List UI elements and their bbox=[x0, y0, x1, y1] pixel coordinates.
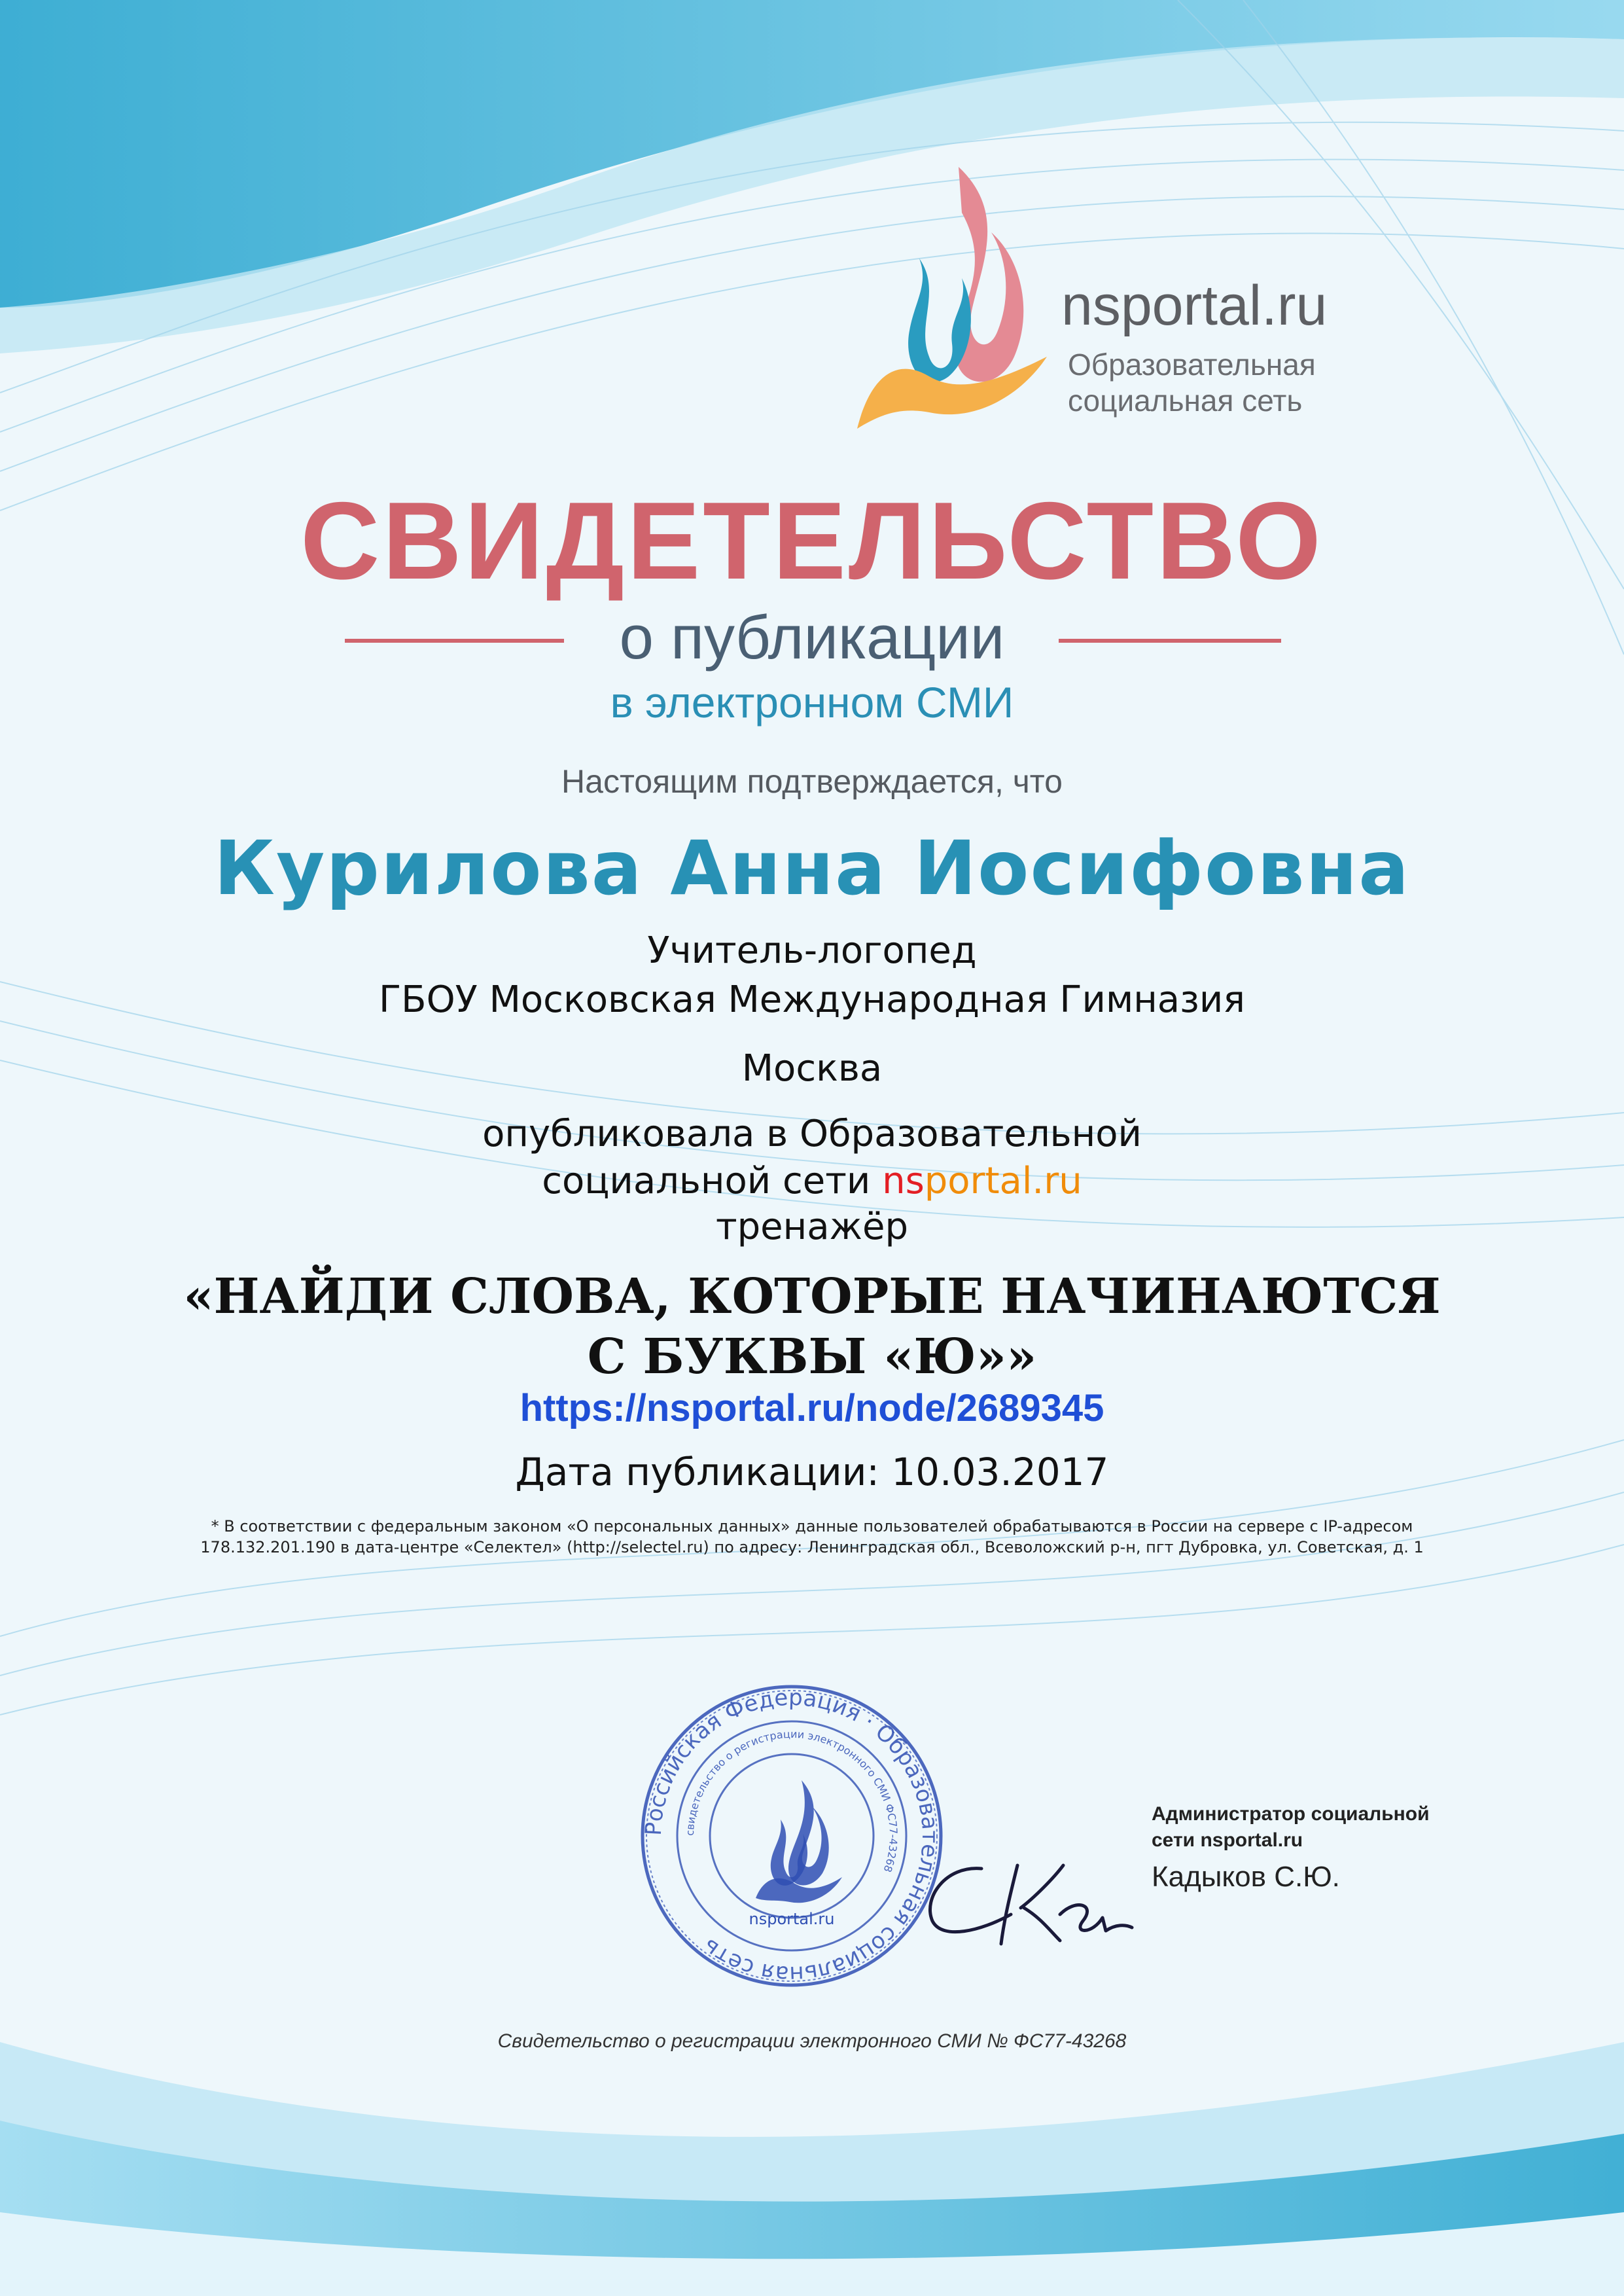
registration-note: Свидетельство о регистрации электронного СМИ № ФС77-43268 bbox=[497, 2030, 1127, 2052]
published-prefix: социальной сети bbox=[542, 1160, 871, 1202]
work-link[interactable]: https://nsportal.ru/node/2689345 bbox=[520, 1387, 1104, 1429]
footnote: 178.132.201.190 в дата-центре «Селектел» (http://selectel.ru) по адресу: Ленинградская обл., Всеволожский р-н, пгт Дубровка, ул. Советская, д. 1 bbox=[200, 1538, 1424, 1556]
confirm-text: Настоящим подтверждается, что bbox=[561, 763, 1063, 800]
svg-text:nsportal.ru: nsportal.ru bbox=[749, 1910, 835, 1928]
admin-title: Администратор социальной bbox=[1152, 1803, 1430, 1825]
recipient-city: Москва bbox=[741, 1047, 883, 1090]
site-name-ns: ns bbox=[882, 1160, 925, 1202]
brand-name: nsportal.ru bbox=[1061, 274, 1328, 337]
flame-hand-icon bbox=[857, 160, 1047, 435]
svg-text:Российская Федерация · Образов: Российская Федерация · Образовательная социальная сеть bbox=[640, 1684, 944, 1988]
work-title: «НАЙДИ СЛОВА, КОТОРЫЕ НАЧИНАЮТСЯ bbox=[183, 1268, 1441, 1325]
admin-name: Кадыков С.Ю. bbox=[1152, 1861, 1340, 1893]
media-line: в электронном СМИ bbox=[610, 678, 1014, 726]
subtitle-row bbox=[0, 602, 1624, 674]
published-text bbox=[0, 1160, 1624, 1202]
admin-title: сети nsportal.ru bbox=[1152, 1829, 1303, 1851]
footnote: * В соответствии с федеральным законом «О персональных данных» данные пользователей обрабатываются в России на сервере с IP-адресом bbox=[211, 1517, 1413, 1535]
signature bbox=[919, 1852, 1135, 1950]
published-text: опубликовала в Образовательной bbox=[482, 1113, 1142, 1155]
site-name-rest: portal.ru bbox=[924, 1160, 1082, 1202]
recipient-name: Курилова Анна Иосифовна bbox=[213, 825, 1411, 912]
svg-text:свидетельство о регистрации эл: свидетельство о регистрации электронного СМИ ФС77-43268 bbox=[683, 1727, 900, 1874]
recipient-position: Учитель-логопед bbox=[647, 929, 977, 972]
stamp-seal bbox=[638, 1682, 945, 1990]
work-title: С БУКВЫ «Ю»» bbox=[587, 1329, 1037, 1385]
certificate-title: СВИДЕТЕЛЬСТВО bbox=[300, 479, 1324, 602]
publication-date: Дата публикации: 10.03.2017 bbox=[515, 1450, 1109, 1494]
certificate-subtitle: о публикации bbox=[619, 603, 1005, 672]
decorative-line bbox=[1059, 639, 1281, 643]
material-type: тренажёр bbox=[716, 1206, 908, 1248]
recipient-school: ГБОУ Московская Международная Гимназия bbox=[379, 978, 1245, 1021]
decorative-line bbox=[345, 639, 564, 643]
brand-subtitle: социальная сеть bbox=[1068, 384, 1303, 418]
brand-subtitle: Образовательная bbox=[1068, 348, 1316, 382]
